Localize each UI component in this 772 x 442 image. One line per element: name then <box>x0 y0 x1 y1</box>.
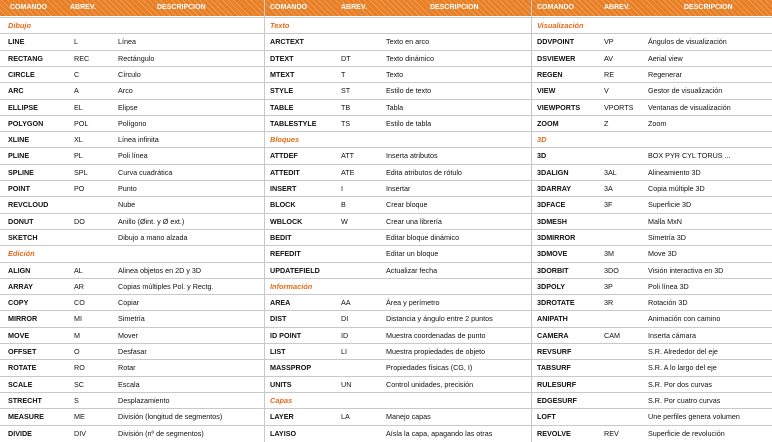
description-cell: Línea <box>118 37 136 47</box>
command-cell: CIRCLE <box>8 69 35 79</box>
description-cell: Texto en arco <box>386 37 430 47</box>
command-cell: REVCLOUD <box>8 200 49 210</box>
header-abbrev-2: ABREV. <box>341 4 367 11</box>
description-cell: S.R. A lo largo del eje <box>648 363 717 373</box>
description-cell: Crear una librería <box>386 216 442 226</box>
description-cell: Insertar <box>386 184 411 193</box>
abbrev-cell: TB <box>341 102 351 112</box>
description-cell: Desfasar <box>118 347 147 356</box>
description-cell: Control unidades, precisión <box>386 379 474 389</box>
description-cell: Anillo (Øint. y Ø ext.) <box>118 216 185 226</box>
command-cell: 3DALIGN <box>537 167 569 177</box>
command-cell: 3DMESH <box>537 216 567 226</box>
command-cell: UNITS <box>270 379 292 389</box>
command-cell: DIVIDE <box>8 428 32 438</box>
table-row <box>0 392 772 408</box>
command-cell: ARCTEXT <box>270 37 304 47</box>
description-cell: Polígono <box>118 118 147 128</box>
abbrev-cell: VPORTS <box>604 102 634 112</box>
header-abbrev-3: ABREV. <box>604 4 630 11</box>
command-cell: ID POINT <box>270 330 302 340</box>
abbrev-cell: ST <box>341 86 351 96</box>
command-cell: MTEXT <box>270 69 295 79</box>
description-cell: Copias múltiples Pol. y Rectg. <box>118 281 214 291</box>
table-row <box>0 327 772 343</box>
description-cell: Zoom <box>648 118 667 128</box>
abbrev-cell: REV <box>604 428 619 438</box>
description-cell: Ventanas de visualización <box>648 102 731 112</box>
abbrev-cell: TS <box>341 118 351 128</box>
abbrev-cell: ME <box>74 412 85 422</box>
description-cell: Escala <box>118 379 140 389</box>
table-row <box>0 310 772 326</box>
description-cell: Muestra coordenadas de punto <box>386 330 486 340</box>
description-cell: Punto <box>118 184 137 193</box>
description-cell: Desplazamiento <box>118 395 170 405</box>
table-header <box>0 0 772 16</box>
abbrev-cell: MI <box>74 314 82 324</box>
abbrev-cell: REC <box>74 53 90 63</box>
abbrev-cell: PO <box>74 184 85 193</box>
description-cell: Círculo <box>118 69 141 79</box>
header-command-2: COMANDO <box>270 4 307 11</box>
description-cell: Curva cuadrática <box>118 167 173 177</box>
table-row <box>0 278 772 294</box>
section-title: Capas <box>270 395 293 405</box>
command-cell: ANIPATH <box>537 314 568 324</box>
command-cell: TABLESTYLE <box>270 118 317 128</box>
table-row <box>0 196 772 212</box>
abbrev-cell: Z <box>604 118 609 128</box>
command-cell: RECTANG <box>8 53 44 63</box>
table-row <box>0 245 772 261</box>
description-cell: Edita atributos de rótulo <box>386 167 462 177</box>
abbrev-cell: RE <box>604 69 614 79</box>
column-divider <box>264 0 265 442</box>
table-row <box>0 99 772 115</box>
abbrev-cell: DT <box>341 53 351 63</box>
command-cell: REVOLVE <box>537 428 571 438</box>
description-cell: Malla MxN <box>648 216 682 226</box>
description-cell: Dibujo a mano alzada <box>118 232 188 242</box>
description-cell: Visión interactiva en 3D <box>648 265 724 275</box>
header-description-2: DESCRIPCION <box>430 4 479 11</box>
description-cell: Alinea objetos en 2D y 3D <box>118 265 202 275</box>
description-cell: Superficie de revolución <box>648 428 725 438</box>
command-cell: LOFT <box>537 412 556 422</box>
table-row <box>0 115 772 131</box>
description-cell: Alineamiento 3D <box>648 167 701 177</box>
command-cell: BLOCK <box>270 200 296 210</box>
abbrev-cell: AL <box>74 265 83 275</box>
description-cell: Mover <box>118 330 138 340</box>
description-cell: Actualizar fecha <box>386 265 438 275</box>
description-cell: Rotar <box>118 363 136 373</box>
abbrev-cell: DIV <box>74 428 86 438</box>
command-cell: INSERT <box>270 184 297 193</box>
abbrev-cell: I <box>341 184 343 193</box>
description-cell: Superficie 3D <box>648 200 692 210</box>
command-cell: PLINE <box>8 151 30 161</box>
description-cell: Editar bloque dinámico <box>386 232 460 242</box>
abbrev-cell: B <box>341 200 346 210</box>
command-cell: OFFSET <box>8 347 37 356</box>
table-row <box>0 147 772 163</box>
abbrev-cell: VP <box>604 37 614 47</box>
abbrev-cell: 3AL <box>604 167 617 177</box>
command-cell: CAMERA <box>537 330 569 340</box>
command-cell: ZOOM <box>537 118 559 128</box>
command-cell: POINT <box>8 184 30 193</box>
section-title: Bloques <box>270 135 300 145</box>
table-row <box>0 164 772 180</box>
description-cell: Copia múltiple 3D <box>648 184 705 193</box>
command-cell: DSVIEWER <box>537 53 576 63</box>
description-cell: Poli línea <box>118 151 148 161</box>
abbrev-cell: ATT <box>341 151 355 161</box>
abbrev-cell: S <box>74 395 79 405</box>
abbrev-cell: DO <box>74 216 85 226</box>
table-row <box>0 33 772 49</box>
section-title: Dibujo <box>8 21 31 30</box>
table-row <box>0 262 772 278</box>
table-row <box>0 359 772 375</box>
abbrev-cell: AA <box>341 298 351 308</box>
abbrev-cell: L <box>74 37 78 47</box>
table-row <box>0 376 772 392</box>
abbrev-cell: T <box>341 69 346 79</box>
command-cell: REGEN <box>537 69 563 79</box>
section-title: 3D <box>537 135 547 145</box>
command-cell: TABSURF <box>537 363 571 373</box>
abbrev-cell: M <box>74 330 80 340</box>
command-cell: AREA <box>270 298 291 308</box>
command-cell: LIST <box>270 347 286 356</box>
description-cell: S.R. Por cuatro curvas <box>648 395 721 405</box>
description-cell: Animación con camino <box>648 314 721 324</box>
description-cell: S.R. Alrededor del eje <box>648 347 718 356</box>
table-row <box>0 343 772 359</box>
command-cell: ATTDEF <box>270 151 298 161</box>
command-cell: LAYER <box>270 412 294 422</box>
command-cell: DDVPOINT <box>537 37 575 47</box>
command-cell: REFEDIT <box>270 249 301 259</box>
abbrev-cell: AR <box>74 281 84 291</box>
table-row <box>0 408 772 424</box>
command-cell: ELLIPSE <box>8 102 38 112</box>
header-abbrev-1: ABREV. <box>70 4 96 11</box>
description-cell: Tabla <box>386 102 404 112</box>
description-cell: Arco <box>118 86 133 96</box>
command-cell: 3DFACE <box>537 200 566 210</box>
description-cell: Simetría <box>118 314 145 324</box>
description-cell: Une perfiles genera volumen <box>648 412 740 422</box>
description-cell: Elipse <box>118 102 138 112</box>
abbrev-cell: V <box>604 86 609 96</box>
abbrev-cell: CO <box>74 298 85 308</box>
header-description-1: DESCRIPCION <box>157 4 206 11</box>
command-cell: ALIGN <box>8 265 31 275</box>
header-command-1: COMANDO <box>10 4 47 11</box>
abbrev-cell: CAM <box>604 330 620 340</box>
abbrev-cell: SPL <box>74 167 88 177</box>
description-cell: Distancia y ángulo entre 2 puntos <box>386 314 493 324</box>
abbrev-cell: O <box>74 347 80 356</box>
header-description-3: DESCRIPCION <box>684 4 733 11</box>
section-title: Información <box>270 281 313 291</box>
description-cell: Texto <box>386 69 404 79</box>
abbrev-cell: A <box>74 86 79 96</box>
abbrev-cell: C <box>74 69 80 79</box>
description-cell: Muestra propiedades de objeto <box>386 347 486 356</box>
header-command-3: COMANDO <box>537 4 574 11</box>
description-cell: Move 3D <box>648 249 677 259</box>
table-row <box>0 17 772 33</box>
abbrev-cell: W <box>341 216 348 226</box>
abbrev-cell: 3P <box>604 281 613 291</box>
command-cell: ARC <box>8 86 24 96</box>
description-cell: Aerial view <box>648 53 683 63</box>
command-cell: DTEXT <box>270 53 294 63</box>
table-row <box>0 180 772 196</box>
command-cell: UPDATEFIELD <box>270 265 320 275</box>
command-cell: WBLOCK <box>270 216 303 226</box>
command-cell: ARRAY <box>8 281 33 291</box>
command-cell: STYLE <box>270 86 294 96</box>
command-cell: ATTEDIT <box>270 167 300 177</box>
command-cell: LAYISO <box>270 428 297 438</box>
column-divider <box>531 0 532 442</box>
description-cell: Propiedades físicas (CG, I) <box>386 363 473 373</box>
command-cell: LINE <box>8 37 25 47</box>
section-title: Texto <box>270 21 290 30</box>
command-cell: TABLE <box>270 102 294 112</box>
command-cell: SCALE <box>8 379 33 389</box>
table-row <box>0 213 772 229</box>
command-cell: DIST <box>270 314 287 324</box>
description-cell: Crear bloque <box>386 200 428 210</box>
command-cell: POLYGON <box>8 118 44 128</box>
command-cell: COPY <box>8 298 29 308</box>
description-cell: Poli línea 3D <box>648 281 689 291</box>
table-row <box>0 229 772 245</box>
description-cell: Copiar <box>118 298 140 308</box>
abbrev-cell: XL <box>74 135 83 145</box>
section-title: Edición <box>8 249 35 259</box>
command-cell: STRECHT <box>8 395 42 405</box>
command-cell: 3DROTATE <box>537 298 575 308</box>
section-title: Visualización <box>537 21 584 30</box>
description-cell: Estilo de tabla <box>386 118 432 128</box>
description-cell: División (nº de segmentos) <box>118 428 204 438</box>
description-cell: Ángulos de visualización <box>648 37 727 47</box>
table-row <box>0 66 772 82</box>
description-cell: S.R. Por dos curvas <box>648 379 712 389</box>
description-cell: Rotación 3D <box>648 298 688 308</box>
command-cell: VIEWPORTS <box>537 102 581 112</box>
description-cell: BOX PYR CYL TORUS ... <box>648 151 731 161</box>
description-cell: Aísla la capa, apagando las otras <box>386 428 493 438</box>
abbrev-cell: SC <box>74 379 84 389</box>
abbrev-cell: UN <box>341 379 352 389</box>
abbrev-cell: ID <box>341 330 349 340</box>
description-cell: Inserta atributos <box>386 151 438 161</box>
command-cell: MASSPROP <box>270 363 312 373</box>
table-row <box>0 50 772 66</box>
abbrev-cell: ATE <box>341 167 355 177</box>
command-cell: VIEW <box>537 86 556 96</box>
description-cell: División (longitud de segmentos) <box>118 412 223 422</box>
description-cell: Rectángulo <box>118 53 155 63</box>
command-cell: ROTATE <box>8 363 37 373</box>
command-cell: BEDIT <box>270 232 292 242</box>
description-cell: Regenerar <box>648 69 682 79</box>
abbrev-cell: 3R <box>604 298 614 308</box>
abbrev-cell: 3A <box>604 184 613 193</box>
abbrev-cell: 3F <box>604 200 613 210</box>
command-cell: MEASURE <box>8 412 44 422</box>
description-cell: Inserta cámara <box>648 330 696 340</box>
table-row <box>0 425 772 441</box>
command-cell: MOVE <box>8 330 30 340</box>
command-cell: SPLINE <box>8 167 34 177</box>
description-cell: Nube <box>118 200 136 210</box>
abbrev-cell: LI <box>341 347 347 356</box>
command-cell: REVSURF <box>537 347 572 356</box>
description-cell: Editar un bloque <box>386 249 439 259</box>
abbrev-cell: EL <box>74 102 83 112</box>
command-cell: 3DMIRROR <box>537 232 576 242</box>
command-cell: 3DORBIT <box>537 265 569 275</box>
abbrev-cell: LA <box>341 412 350 422</box>
description-cell: Línea infinita <box>118 135 159 145</box>
abbrev-cell: PL <box>74 151 83 161</box>
description-cell: Estilo de texto <box>386 86 432 96</box>
table-row <box>0 294 772 310</box>
description-cell: Simetría 3D <box>648 232 686 242</box>
abbrev-cell: DI <box>341 314 349 324</box>
description-cell: Texto dinámico <box>386 53 434 63</box>
command-cell: XLINE <box>8 135 30 145</box>
abbrev-cell: 3M <box>604 249 614 259</box>
abbrev-cell: 3DO <box>604 265 619 275</box>
description-cell: Manejo capas <box>386 412 431 422</box>
command-cell: 3DMOVE <box>537 249 568 259</box>
command-cell: 3DPOLY <box>537 281 566 291</box>
table-row <box>0 82 772 98</box>
abbrev-cell: POL <box>74 118 89 128</box>
command-cell: DONUT <box>8 216 34 226</box>
command-cell: MIRROR <box>8 314 38 324</box>
command-cell: 3D <box>537 151 547 161</box>
description-cell: Gestor de visualización <box>648 86 723 96</box>
command-cell: RULESURF <box>537 379 577 389</box>
table-row <box>0 131 772 147</box>
abbrev-cell: AV <box>604 53 614 63</box>
description-cell: Área y perímetro <box>386 298 440 308</box>
abbrev-cell: RO <box>74 363 85 373</box>
command-cell: 3DARRAY <box>537 184 572 193</box>
command-cell: EDGESURF <box>537 395 577 405</box>
command-cell: SKETCH <box>8 232 38 242</box>
